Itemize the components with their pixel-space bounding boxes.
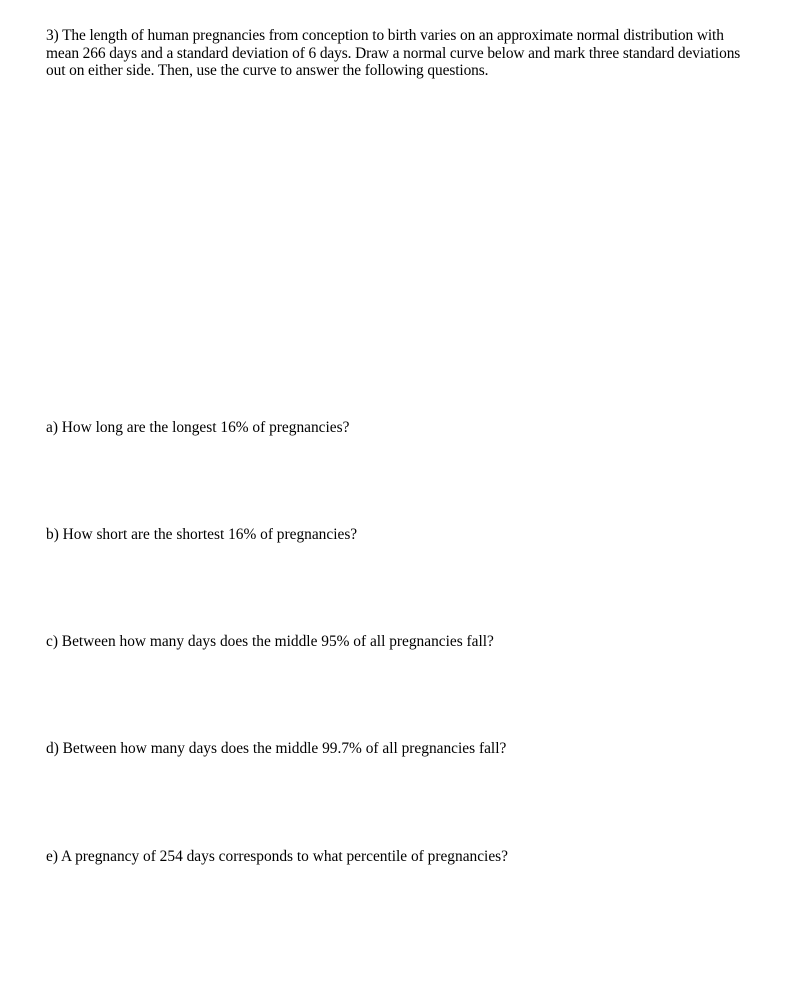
question-d: d) Between how many days does the middle 99.7% of all pregnancies fall? (46, 740, 507, 757)
question-c: c) Between how many days does the middle 95% of all pregnancies fall? (46, 633, 494, 650)
question-b: b) How short are the shortest 16% of pregnancies? (46, 526, 358, 543)
normal-curve-drawing-area (46, 90, 746, 405)
question-a: a) How long are the longest 16% of pregnancies? (46, 419, 350, 436)
question-e: e) A pregnancy of 254 days corresponds to what percentile of pregnancies? (46, 848, 508, 865)
problem-statement: 3) The length of human pregnancies from conception to birth varies on an approximate normal distribution with mean 266 days and a standard deviation of 6 days. Draw a normal curve below and mark three standard deviations out on either side. Then, use the curve to answer the following questions. (46, 27, 741, 80)
